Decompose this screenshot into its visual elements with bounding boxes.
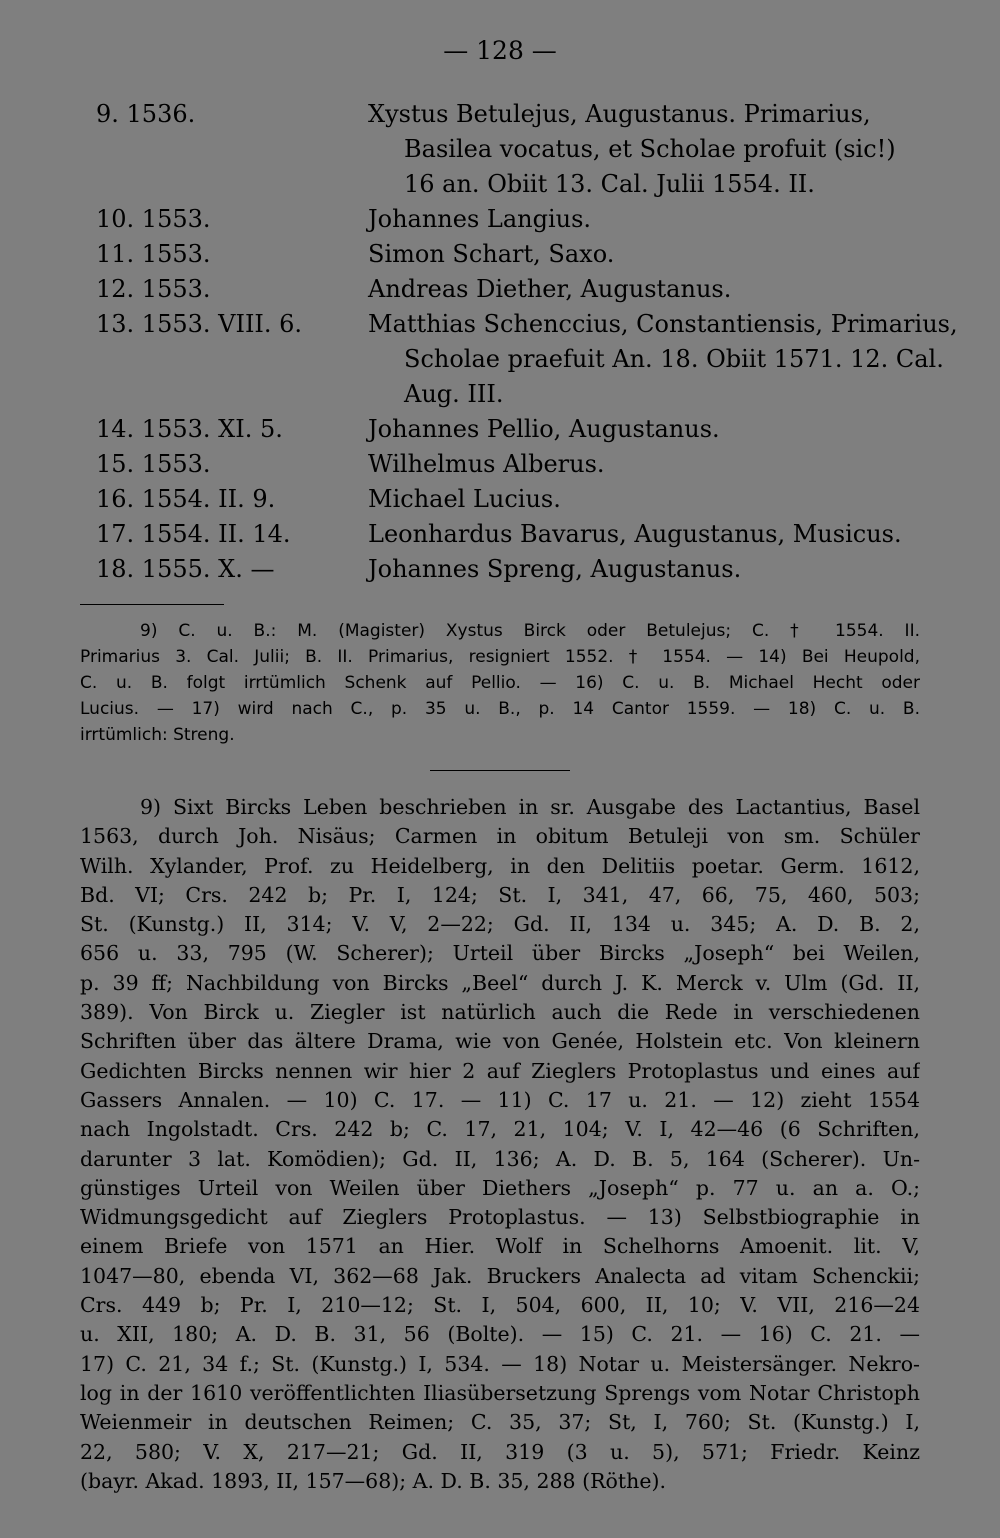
entry-text: Simon Schart, Saxo. <box>368 240 615 268</box>
note-line: Gedichten Bircks nennen wir hier 2 auf Zieglers Protoplastus und eines auf <box>80 1058 920 1083</box>
entry-text: Andreas Diether, Augustanus. <box>368 275 732 303</box>
entry-number: 16. 1554. II. 9. <box>96 485 276 513</box>
note-line: Weienmeir in deutschen Reimen; C. 35, 37; St, I, 760; St. (Kunstg.) I, <box>80 1410 920 1435</box>
entry-list <box>0 97 1000 587</box>
note-line: 656 u. 33, 795 (W. Scherer); Urteil über Bircks „Joseph“ bei Weilen, <box>80 941 920 966</box>
entry-11 <box>0 237 1000 272</box>
entry-number: 15. 1553. <box>96 450 211 478</box>
footnote-line: 9) C. u. B.: M. (Magister) Xystus Birck oder Betulejus; C. † 1554. II. <box>140 621 920 641</box>
entry-15 <box>0 447 1000 482</box>
note-line: 1563, durch Joh. Nisäus; Carmen in obitum Betuleji von sm. Schüler <box>80 824 920 849</box>
entry-number: 12. 1553. <box>96 275 211 303</box>
entry-text: Matthias Schenccius, Constantiensis, Primarius, <box>368 310 958 338</box>
entry-text: Johannes Pellio, Augustanus. <box>368 415 720 443</box>
footnote-separator <box>80 604 224 605</box>
note-line: Schriften über das ältere Drama, wie von Genée, Holstein etc. Von kleinern <box>80 1029 920 1054</box>
note-line: einem Briefe von 1571 an Hier. Wolf in Schelhorns Amoenit. lit. V, <box>80 1234 920 1259</box>
page-number: — 128 — <box>443 36 557 65</box>
entry-text: Aug. III. <box>404 380 504 408</box>
entry-12 <box>0 272 1000 307</box>
note-line: (bayr. Akad. 1893, II, 157—68); A. D. B. 35, 288 (Röthe). <box>80 1468 666 1493</box>
note-line: St. (Kunstg.) II, 314; V. V, 2—22; Gd. II, 134 u. 345; A. D. B. 2, <box>80 912 920 937</box>
note-line: Widmungsgedicht auf Zieglers Protoplastus. — 13) Selbstbiographie in <box>80 1205 920 1230</box>
entry-text: Scholae praefuit An. 18. Obiit 1571. 12. Cal. <box>404 345 944 373</box>
entry-text: Johannes Langius. <box>368 205 592 233</box>
footnote-line: irrtümlich: Streng. <box>80 725 235 745</box>
entry-10 <box>0 202 1000 237</box>
note-line: 1047—80, ebenda VI, 362—68 Jak. Bruckers Analecta ad vitam Schenckii; <box>80 1263 920 1288</box>
entry-text: Michael Lucius. <box>368 485 561 513</box>
entry-text: Xystus Betulejus, Augustanus. Primarius, <box>368 100 871 128</box>
entry-14 <box>0 412 1000 447</box>
note-line: p. 39 ff; Nachbildung von Bircks „Beel“ durch J. K. Merck v. Ulm (Gd. II, <box>80 970 920 995</box>
entry-16 <box>0 482 1000 517</box>
entry-number: 10. 1553. <box>96 205 211 233</box>
section-separator <box>430 770 570 771</box>
entry-text: Wilhelmus Alberus. <box>368 450 605 478</box>
note-line: log in der 1610 veröffentlichten Iliasübersetzung Sprengs vom Notar Christoph <box>80 1380 920 1405</box>
entry-number: 18. 1555. X. — <box>96 555 275 583</box>
note-line: nach Ingolstadt. Crs. 242 b; C. 17, 21, 104; V. I, 42—46 (6 Schriften, <box>80 1117 920 1142</box>
entry-9 <box>0 97 1000 202</box>
entry-number: 17. 1554. II. 14. <box>96 520 291 548</box>
footnote-line: Primarius 3. Cal. Julii; B. II. Primarius, resigniert 1552. † 1554. — 14) Bei Heupold, <box>80 647 920 667</box>
entry-text: 16 an. Obiit 13. Cal. Julii 1554. II. <box>404 170 815 198</box>
entry-text: Leonhardus Bavarus, Augustanus, Musicus. <box>368 520 902 548</box>
entry-13 <box>0 307 1000 412</box>
note-line: darunter 3 lat. Komödien); Gd. II, 136; A. D. B. 5, 164 (Scherer). Un- <box>80 1146 920 1171</box>
note-line: Gassers Annalen. — 10) C. 17. — 11) C. 17 u. 21. — 12) zieht 1554 <box>80 1087 920 1112</box>
entry-18 <box>0 552 1000 587</box>
entry-number: 11. 1553. <box>96 240 211 268</box>
editorial-footnotes <box>80 618 920 748</box>
footnote-line: Lucius. — 17) wird nach C., p. 35 u. B., p. 14 Cantor 1559. — 18) C. u. B. <box>80 699 920 719</box>
entry-text: Johannes Spreng, Augustanus. <box>368 555 742 583</box>
note-line: u. XII, 180; A. D. B. 31, 56 (Bolte). — 15) C. 21. — 16) C. 21. — <box>80 1322 920 1347</box>
footnote-line: C. u. B. folgt irrtümlich Schenk auf Pellio. — 16) C. u. B. Michael Hecht oder <box>80 673 920 693</box>
entry-number: 13. 1553. VIII. 6. <box>96 310 303 338</box>
note-line: 9) Sixt Bircks Leben beschrieben in sr. Ausgabe des Lactantius, Basel <box>140 795 920 819</box>
entry-17 <box>0 517 1000 552</box>
note-line: 22, 580; V. X, 217—21; Gd. II, 319 (3 u. 5), 571; Friedr. Keinz <box>80 1439 920 1464</box>
entry-text: Basilea vocatus, et Scholae profuit (sic!) <box>404 135 896 163</box>
note-line: günstiges Urteil von Weilen über Diethers „Joseph“ p. 77 u. an a. O.; <box>80 1175 920 1200</box>
entry-number: 14. 1553. XI. 5. <box>96 415 283 443</box>
note-line: Crs. 449 b; Pr. I, 210—12; St. I, 504, 600, II, 10; V. VII, 216—24 <box>80 1293 920 1318</box>
note-line: 17) C. 21, 34 f.; St. (Kunstg.) I, 534. — 18) Notar u. Meistersänger. Nekro- <box>80 1351 920 1376</box>
note-line: 389). Von Birck u. Ziegler ist natürlich auch die Rede in verschiedenen <box>80 1000 920 1025</box>
biographical-notes <box>80 793 920 1496</box>
note-line: Wilh. Xylander, Prof. zu Heidelberg, in den Delitiis poetar. Germ. 1612, <box>80 853 920 878</box>
entry-number: 9. 1536. <box>96 100 196 128</box>
note-line: Bd. VI; Crs. 242 b; Pr. I, 124; St. I, 341, 47, 66, 75, 460, 503; <box>80 882 920 907</box>
